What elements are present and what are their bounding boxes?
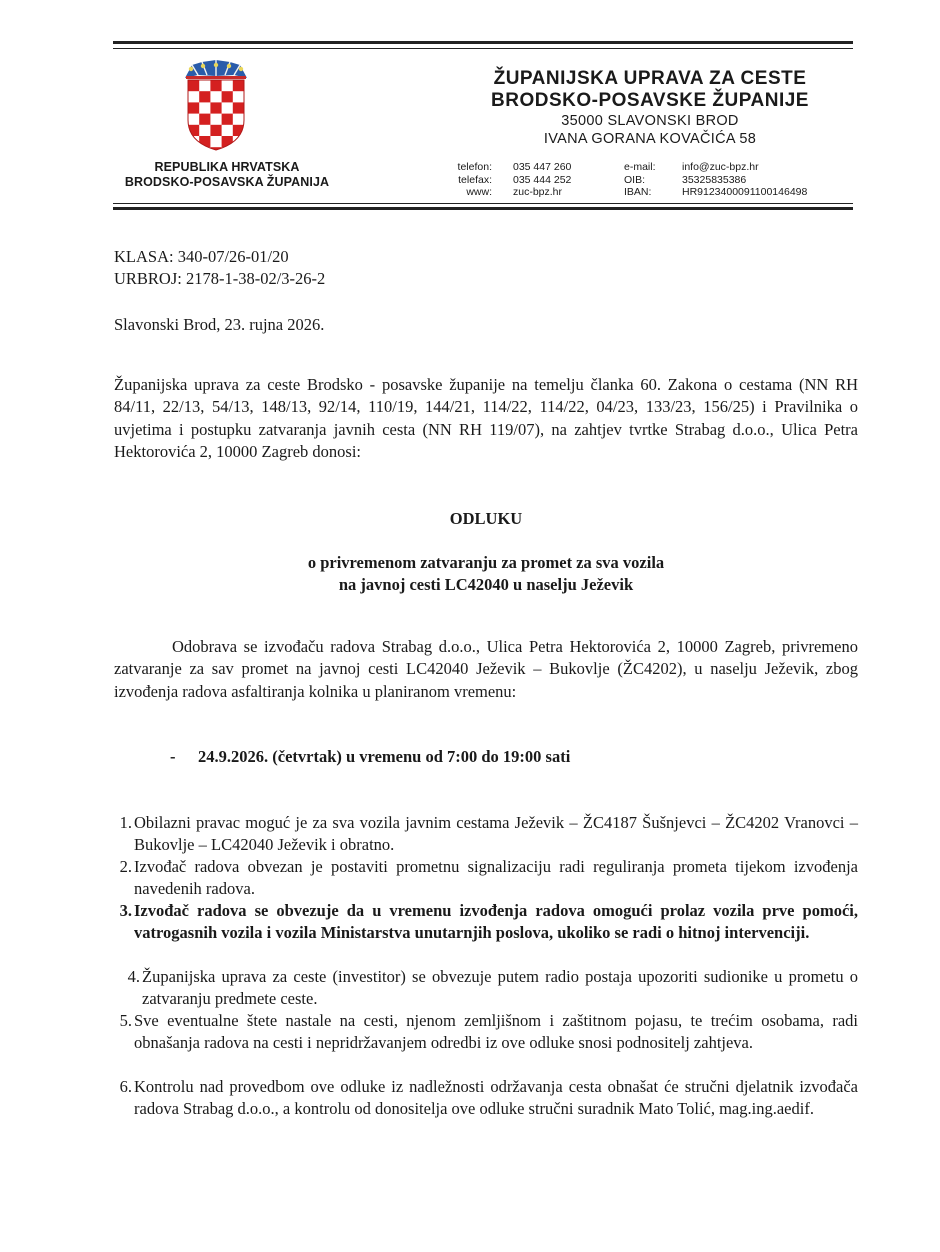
place-date: Slavonski Brod, 23. rujna 2026. [114, 315, 325, 334]
contact-labels-2 [624, 161, 674, 199]
email-value: info@zuc-bpz.hr [682, 161, 759, 173]
phone-value: 035 447 260 [513, 161, 572, 173]
decision-subtitle-line-2: na javnoj cesti LC42040 u naselju Ježevik [338, 575, 634, 594]
intro-paragraph: Županijska uprava za ceste Brodsko - posavske županije na temelju članka 60. Zakona o cestama (NN RH 84/11, 22/13, 54/13, 148/13, 92/14, 110/19, 144/21, 114/22, 114/22, 04/23, 133/23, 156/25) i Pravilnika o uvjetima i postupku zatvaranja javnih cesta (NN RH 119/07), na zahtjev tvrtke Strabag d.o.o., Ulica Petra Hektorovića 2, 10000 Zagreb donosi: [114, 375, 858, 462]
header-bottom-rule-thick [113, 207, 853, 210]
decision-title: ODLUKU [449, 509, 523, 528]
organization-name-line-2: BRODSKO-POSAVSKE ŽUPANIJE [491, 90, 809, 111]
list-item-text: Sve eventualne štete nastale na cesti, njenom zemljišnom i zaštitnom pojasu, te trećim osobama, radi obnašanja radova na cesti i nepridržavanjem odredbi iz ove odluke snosi podnositelj zahtjeva. [134, 1011, 858, 1053]
contact-values-1 [513, 161, 603, 199]
organization-street: IVANA GORANA KOVAČIĆA 58 [543, 131, 757, 147]
schedule-text: 24.9.2026. (četvrtak) u vremenu od 7:00 do 19:00 sati [198, 747, 571, 766]
fax-value: 035 444 252 [513, 173, 572, 186]
www-label: www: [466, 186, 492, 198]
oib-label: OIB: [624, 173, 646, 186]
republic-line-2: BRODSKO-POSAVSKA ŽUPANIJA [124, 175, 330, 189]
header-top-rule-thick [113, 41, 853, 44]
croatian-coat-of-arms-icon [182, 60, 250, 152]
list-item [114, 1010, 858, 1055]
list-item [114, 1076, 858, 1121]
iban-value: HR9123400091100146498 [682, 186, 808, 198]
list-item-text: Izvođač radova se obvezuje da u vremenu izvođenja radova omogući prolaz vozila prve pomoći, vatrogasnih vozila i vozila Ministarstva unutarnjih poslova, ukoliko se radi o hitnoj intervenciji. [134, 901, 858, 943]
list-item-number: 6. [119, 1077, 132, 1096]
list-item-number: 5. [119, 1011, 132, 1030]
list-item-text: Obilazni pravac moguć je za sva vozila javnim cestama Ježevik – ŽC4187 Šušnjevci – ŽC4202 Vranovci – Bukovlje – LC42040 Ježevik i obratno. [134, 813, 858, 855]
organization-name-line-1: ŽUPANIJSKA UPRAVA ZA CESTE [493, 68, 807, 89]
list-item [114, 812, 858, 857]
iban-label: IBAN: [624, 186, 652, 198]
header-bottom-rule-thin [113, 203, 853, 204]
list-item-number: 1. [119, 813, 132, 832]
www-value: zuc-bpz.hr [513, 186, 563, 198]
organization-block [400, 68, 900, 148]
urbroj: URBROJ: 2178-1-38-02/3-26-2 [114, 269, 326, 288]
list-item-number: 4. [127, 967, 140, 986]
schedule-dash: - [170, 747, 176, 766]
contact-labels-1 [440, 161, 492, 199]
phone-label: telefon: [457, 161, 492, 173]
list-item-number: 3. [119, 901, 132, 920]
header-top-rule-thin [113, 48, 853, 49]
organization-postal: 35000 SLAVONSKI BROD [561, 113, 739, 129]
fax-label: telefax: [458, 173, 492, 186]
republic-line-1: REPUBLIKA HRVATSKA [154, 160, 300, 174]
body-paragraph: Odobrava se izvođaču radova Strabag d.o.o., Ulica Petra Hektorovića 2, 10000 Zagreb, privremeno zatvaranje za sav promet na javnoj cesti LC42040 Ježevik – Bukovlje (ŽC4202), u naselju Ježevik, zbog izvođenja radova asfaltiranja kolnika u planiranom vremenu: [114, 637, 858, 701]
list-item-text: Županijska uprava za ceste (investitor) se obvezuje putem radio postaja upozoriti sudionike u prometu o zatvaranju predmete ceste. [142, 967, 858, 1009]
list-item [114, 900, 858, 945]
contact-values-2 [682, 161, 852, 199]
list-item [122, 966, 858, 1011]
decision-subtitle-line-1: o privremenom zatvaranju za promet za sva vozila [307, 553, 665, 572]
list-item-text: Kontrolu nad provedbom ove odluke iz nadležnosti održavanja cesta obnašat će stručni djelatnik izvođača radova Strabag d.o.o., a kontrolu od donositelja ove odluke stručni suradnik Mato Tolić, mag.ing.aedif. [134, 1077, 858, 1119]
list-item-number: 2. [119, 857, 132, 876]
klasa: KLASA: 340-07/26-01/20 [114, 247, 289, 266]
email-label: e-mail: [624, 161, 656, 173]
list-item [114, 856, 858, 901]
list-item-text: Izvođač radova obvezan je postaviti prometnu signalizaciju radi reguliranja prometa tijekom izvođenja navedenih radova. [134, 857, 858, 899]
oib-value: 35325835386 [682, 173, 747, 186]
